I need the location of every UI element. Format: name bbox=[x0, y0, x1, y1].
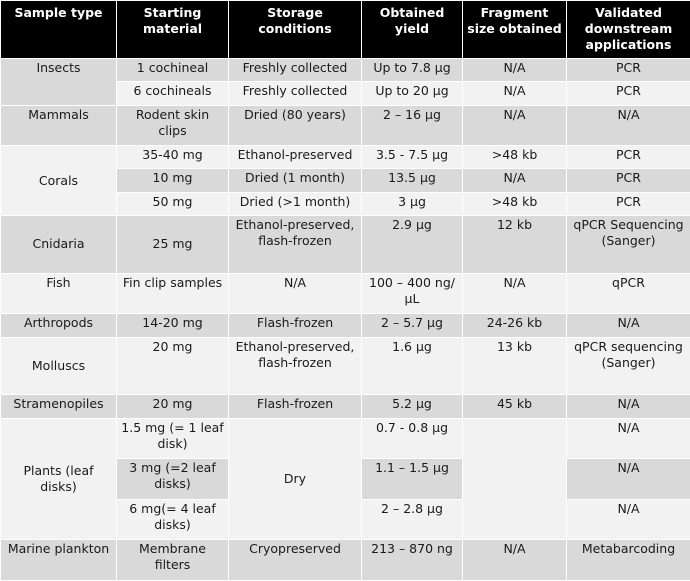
table-row bbox=[1, 418, 690, 459]
fragment-cell: 13 kb bbox=[463, 337, 567, 395]
yield-cell: 100 – 400 ng/µL bbox=[362, 273, 463, 314]
table-row bbox=[1, 146, 690, 169]
sample-type-cell: Corals bbox=[1, 146, 117, 216]
material-cell: 6 cochineals bbox=[117, 82, 229, 105]
material-cell: Rodent skin clips bbox=[117, 105, 229, 146]
column-header: Sample type bbox=[1, 1, 117, 59]
yield-cell: 3 µg bbox=[362, 192, 463, 215]
yield-cell: Up to 20 µg bbox=[362, 82, 463, 105]
column-header: Fragment size obtained bbox=[463, 1, 567, 59]
storage-cell: Dried (80 years) bbox=[229, 105, 362, 146]
storage-cell: Dried (1 month) bbox=[229, 169, 362, 192]
storage-cell: Dry bbox=[229, 418, 362, 540]
applications-cell: N/A bbox=[567, 418, 690, 459]
table-row bbox=[1, 105, 690, 146]
table-row bbox=[1, 337, 690, 395]
yield-cell: 2 – 5.7 µg bbox=[362, 314, 463, 337]
yield-cell: 2 – 16 µg bbox=[362, 105, 463, 146]
sample-type-cell: Marine plankton bbox=[1, 540, 117, 581]
applications-cell: N/A bbox=[567, 105, 690, 146]
yield-cell: 213 – 870 ng bbox=[362, 540, 463, 581]
applications-cell: PCR bbox=[567, 192, 690, 215]
material-cell: 1.5 mg (= 1 leaf disk) bbox=[117, 418, 229, 459]
applications-cell: N/A bbox=[567, 395, 690, 418]
table-row bbox=[1, 314, 690, 337]
storage-cell: Cryopreserved bbox=[229, 540, 362, 581]
table-row bbox=[1, 216, 690, 274]
fragment-cell: N/A bbox=[463, 540, 567, 581]
table-row bbox=[1, 540, 690, 581]
applications-cell: PCR bbox=[567, 82, 690, 105]
storage-cell: Dried (>1 month) bbox=[229, 192, 362, 215]
table-row bbox=[1, 273, 690, 314]
fragment-cell: >48 kb bbox=[463, 192, 567, 215]
yield-cell: 5.2 µg bbox=[362, 395, 463, 418]
fragment-cell: N/A bbox=[463, 169, 567, 192]
material-cell: Membrane filters bbox=[117, 540, 229, 581]
storage-cell: Flash-frozen bbox=[229, 395, 362, 418]
applications-cell: N/A bbox=[567, 314, 690, 337]
fragment-cell: N/A bbox=[463, 105, 567, 146]
applications-cell: qPCR sequencing (Sanger) bbox=[567, 337, 690, 395]
sample-type-cell: Insects bbox=[1, 59, 117, 106]
fragment-cell: 12 kb bbox=[463, 216, 567, 274]
material-cell: 20 mg bbox=[117, 337, 229, 395]
column-header: Validated downstream applications bbox=[567, 1, 690, 59]
yield-cell: 1.1 – 1.5 µg bbox=[362, 459, 463, 500]
fragment-cell: 45 kb bbox=[463, 395, 567, 418]
applications-cell: PCR bbox=[567, 169, 690, 192]
applications-cell: N/A bbox=[567, 459, 690, 500]
storage-cell: Ethanol-preserved, flash-frozen bbox=[229, 337, 362, 395]
column-header: Starting material bbox=[117, 1, 229, 59]
storage-cell: Flash-frozen bbox=[229, 314, 362, 337]
material-cell: Fin clip samples bbox=[117, 273, 229, 314]
material-cell: 1 cochineal bbox=[117, 59, 229, 82]
fragment-cell: N/A bbox=[463, 273, 567, 314]
applications-cell: qPCR Sequencing (Sanger) bbox=[567, 216, 690, 274]
applications-cell: PCR bbox=[567, 146, 690, 169]
yield-cell: Up to 7.8 µg bbox=[362, 59, 463, 82]
storage-cell: Ethanol-preserved bbox=[229, 146, 362, 169]
table-row bbox=[1, 395, 690, 418]
yield-cell: 1.6 µg bbox=[362, 337, 463, 395]
fragment-cell: >48 kb bbox=[463, 146, 567, 169]
sample-type-cell: Fish bbox=[1, 273, 117, 314]
material-cell: 20 mg bbox=[117, 395, 229, 418]
storage-cell: Freshly collected bbox=[229, 59, 362, 82]
fragment-cell: 24-26 kb bbox=[463, 314, 567, 337]
material-cell: 50 mg bbox=[117, 192, 229, 215]
storage-cell: Freshly collected bbox=[229, 82, 362, 105]
sample-type-cell: Plants (leaf disks) bbox=[1, 418, 117, 540]
material-cell: 10 mg bbox=[117, 169, 229, 192]
header-row bbox=[1, 1, 690, 59]
yield-cell: 2 – 2.8 µg bbox=[362, 499, 463, 540]
fragment-cell: N/A bbox=[463, 59, 567, 82]
sample-type-cell: Cnidaria bbox=[1, 216, 117, 274]
sample-type-cell: Stramenopiles bbox=[1, 395, 117, 418]
material-cell: 25 mg bbox=[117, 216, 229, 274]
yield-cell: 0.7 - 0.8 µg bbox=[362, 418, 463, 459]
yield-cell: 13.5 µg bbox=[362, 169, 463, 192]
column-header: Obtained yield bbox=[362, 1, 463, 59]
material-cell: 6 mg(= 4 leaf disks) bbox=[117, 499, 229, 540]
sample-type-cell: Arthropods bbox=[1, 314, 117, 337]
applications-cell: qPCR bbox=[567, 273, 690, 314]
applications-cell: PCR bbox=[567, 59, 690, 82]
fragment-cell: N/A bbox=[463, 82, 567, 105]
material-cell: 35-40 mg bbox=[117, 146, 229, 169]
storage-cell: Ethanol-preserved, flash-frozen bbox=[229, 216, 362, 274]
applications-cell: Metabarcoding bbox=[567, 540, 690, 581]
table-row bbox=[1, 59, 690, 82]
material-cell: 14-20 mg bbox=[117, 314, 229, 337]
sample-type-cell: Mammals bbox=[1, 105, 117, 146]
yield-cell: 2.9 µg bbox=[362, 216, 463, 274]
yield-cell: 3.5 - 7.5 µg bbox=[362, 146, 463, 169]
storage-cell: N/A bbox=[229, 273, 362, 314]
material-cell: 3 mg (=2 leaf disks) bbox=[117, 459, 229, 500]
applications-cell: N/A bbox=[567, 499, 690, 540]
fragment-cell bbox=[463, 418, 567, 540]
sample-type-cell: Molluscs bbox=[1, 337, 117, 395]
column-header: Storage conditions bbox=[229, 1, 362, 59]
